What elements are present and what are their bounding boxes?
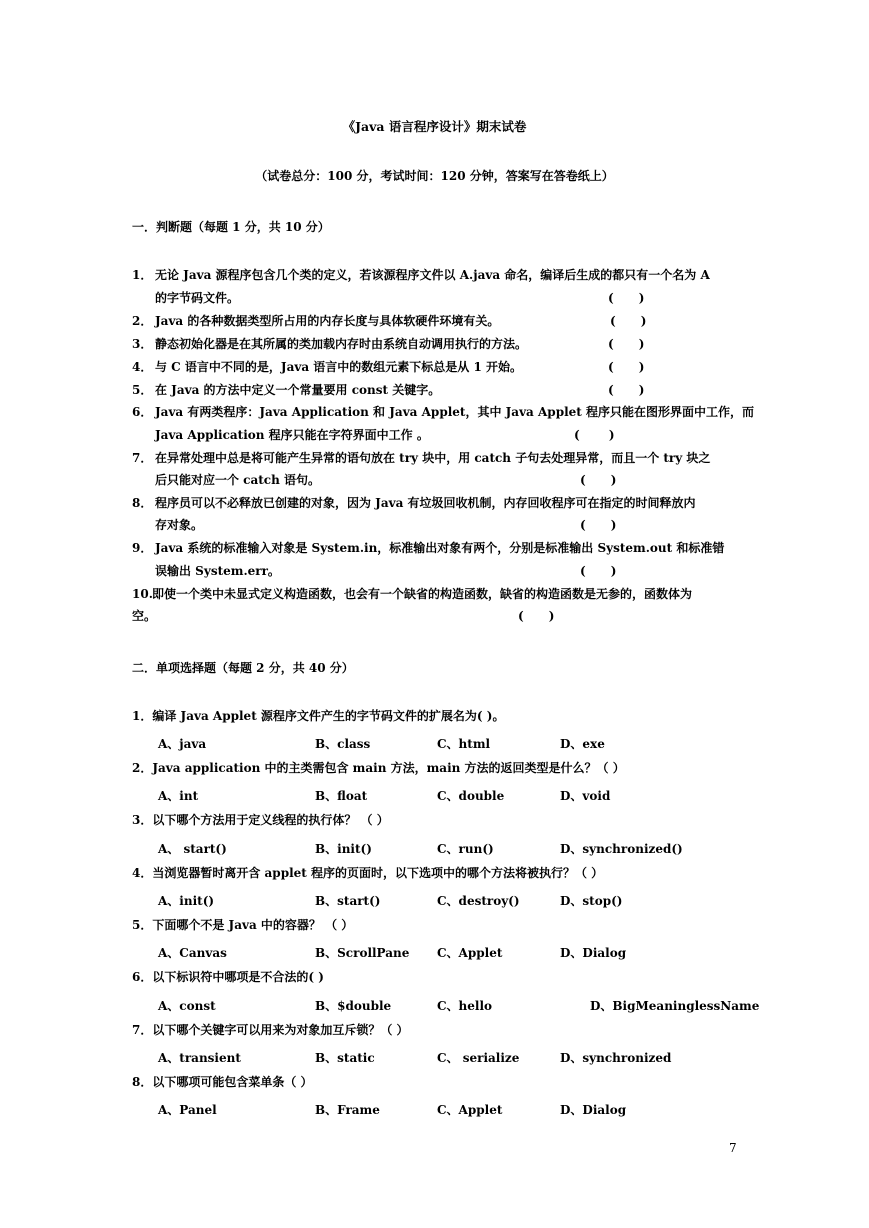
q5-line1: 在 Java 的方法中定义一个常量要用 const 关键字。 [155,383,441,397]
mc7-option-b: B、static [315,1051,375,1065]
mc2-option-d: D、void [560,789,611,803]
mc3-question: 3．以下哪个方法用于定义线程的执行体？ （ ） [132,813,389,827]
mc4-option-c: C、destroy() [437,894,520,908]
q1-number: 1． [132,268,153,282]
mc5-option-c: C、Applet [437,946,503,960]
mc6-option-d: D、BigMeaninglessName [590,999,760,1013]
q9-line1: Java 系统的标准输入对象是 System.in，标准输出对象有两个，分别是标准输出 System.out 和标准错 [155,541,725,555]
mc6-option-a: A、const [158,999,216,1013]
q6-line2: Java Application 程序只能在字符界面中工作 。 [155,428,429,442]
mc7-question: 7．以下哪个关键字可以用来为对象加互斥锁？（ ） [132,1023,409,1037]
q2-number: 2． [132,314,153,328]
mc3-option-a: A、 start() [158,842,227,856]
q1-line1: 无论 Java 源程序包含几个类的定义，若该源程序文件以 A.java 命名，编译后生成的都只有一个名为 A [155,268,710,282]
q9-answer-paren: ( ) [580,564,617,578]
mc5-question: 5．下面哪个不是 Java 中的容器？ （ ） [132,918,354,932]
mc1-option-c: C、html [437,737,491,751]
exam-title: 《Java 语言程序设计》期末试卷 [342,119,527,134]
q4-answer-paren: ( ) [608,360,645,374]
q9-line2: 误输出 System.err。 [155,564,280,578]
mc8-option-c: C、Applet [437,1103,503,1117]
q6-number: 6． [132,405,153,419]
section1-heading: 一．判断题（每题 1 分，共 10 分） [132,220,330,234]
mc3-option-b: B、init() [315,842,372,856]
q3-line1: 静态初始化器是在其所属的类加载内存时由系统自动调用执行的方法。 [155,337,528,351]
mc4-option-b: B、start() [315,894,381,908]
mc7-option-c: C、 serialize [437,1051,520,1065]
mc8-option-a: A、Panel [158,1103,217,1117]
section2-heading: 二．单项选择题（每题 2 分，共 40 分） [132,661,354,675]
mc8-option-d: D、Dialog [560,1103,627,1117]
page-number: 7 [729,1141,737,1155]
mc2-option-a: A、int [158,789,199,803]
mc6-question: 6．以下标识符中哪项是不合法的( ) [132,970,324,984]
q2-answer-paren: ( ) [610,314,647,328]
q10-line1: 即使一个类中未显式定义构造函数，也会有一个缺省的构造函数，缺省的构造函数是无参的，函数体为 [152,587,693,601]
q4-number: 4． [132,360,153,374]
mc8-option-b: B、Frame [315,1103,380,1117]
mc1-option-a: A、java [158,737,207,751]
q2-line1: Java 的各种数据类型所占用的内存长度与具体软硬件环境有关。 [155,314,500,328]
mc4-question: 4．当浏览器暂时离开含 applet 程序的页面时，以下选项中的哪个方法将被执行？（ ） [132,866,604,880]
mc5-option-b: B、ScrollPane [315,946,410,960]
mc4-option-a: A、init() [158,894,215,908]
mc7-option-d: D、synchronized [560,1051,672,1065]
mc6-option-b: B、$double [315,999,392,1013]
q8-number: 8． [132,496,153,510]
mc5-option-a: A、Canvas [158,946,227,960]
q10-line2: 空。 [132,609,157,623]
mc1-option-b: B、class [315,737,371,751]
q9-number: 9． [132,541,153,555]
q10-answer-paren: ( ) [518,609,555,623]
mc2-option-b: B、float [315,789,368,803]
mc1-question: 1．编译 Java Applet 源程序文件产生的字节码文件的扩展名为( )。 [132,709,505,723]
q8-line2: 存对象。 [155,518,204,532]
q10-number: 10. [132,587,153,601]
mc7-option-a: A、transient [158,1051,241,1065]
mc6-option-c: C、hello [437,999,493,1013]
q8-answer-paren: ( ) [580,518,617,532]
q6-answer-paren: ( ) [574,428,615,442]
q7-answer-paren: ( ) [580,473,617,487]
q8-line1: 程序员可以不必释放已创建的对象，因为 Java 有垃圾回收机制，内存回收程序可在指定的时间释放内 [155,496,696,510]
mc5-option-d: D、Dialog [560,946,627,960]
exam-subtitle: （试卷总分：100 分，考试时间：120 分钟，答案写在答卷纸上） [255,169,614,183]
q1-answer-paren: ( ) [608,291,645,305]
mc3-option-c: C、run() [437,842,494,856]
q7-line1: 在异常处理中总是将可能产生异常的语句放在 try 块中，用 catch 子句去处理异常，而且一个 try 块之 [155,451,711,465]
q3-answer-paren: ( ) [608,337,645,351]
q5-answer-paren: ( ) [608,383,645,397]
mc4-option-d: D、stop() [560,894,623,908]
q3-number: 3． [132,337,153,351]
mc8-question: 8．以下哪项可能包含菜单条（ ） [132,1075,313,1089]
mc1-option-d: D、exe [560,737,605,751]
mc2-question: 2．Java application 中的主类需包含 main 方法，main 方法的返回类型是什么？（ ） [132,761,625,775]
q7-line2: 后只能对应一个 catch 语句。 [155,473,321,487]
q4-line1: 与 C 语言中不同的是，Java 语言中的数组元素下标总是从 1 开始。 [155,360,522,374]
mc3-option-d: D、synchronized() [560,842,683,856]
q6-line1: Java 有两类程序：Java Application 和 Java Applet，其中 Java Applet 程序只能在图形界面中工作，而 [155,405,755,419]
q5-number: 5． [132,383,153,397]
mc2-option-c: C、double [437,789,505,803]
q7-number: 7． [132,451,153,465]
q1-line2: 的字节码文件。 [155,291,240,305]
